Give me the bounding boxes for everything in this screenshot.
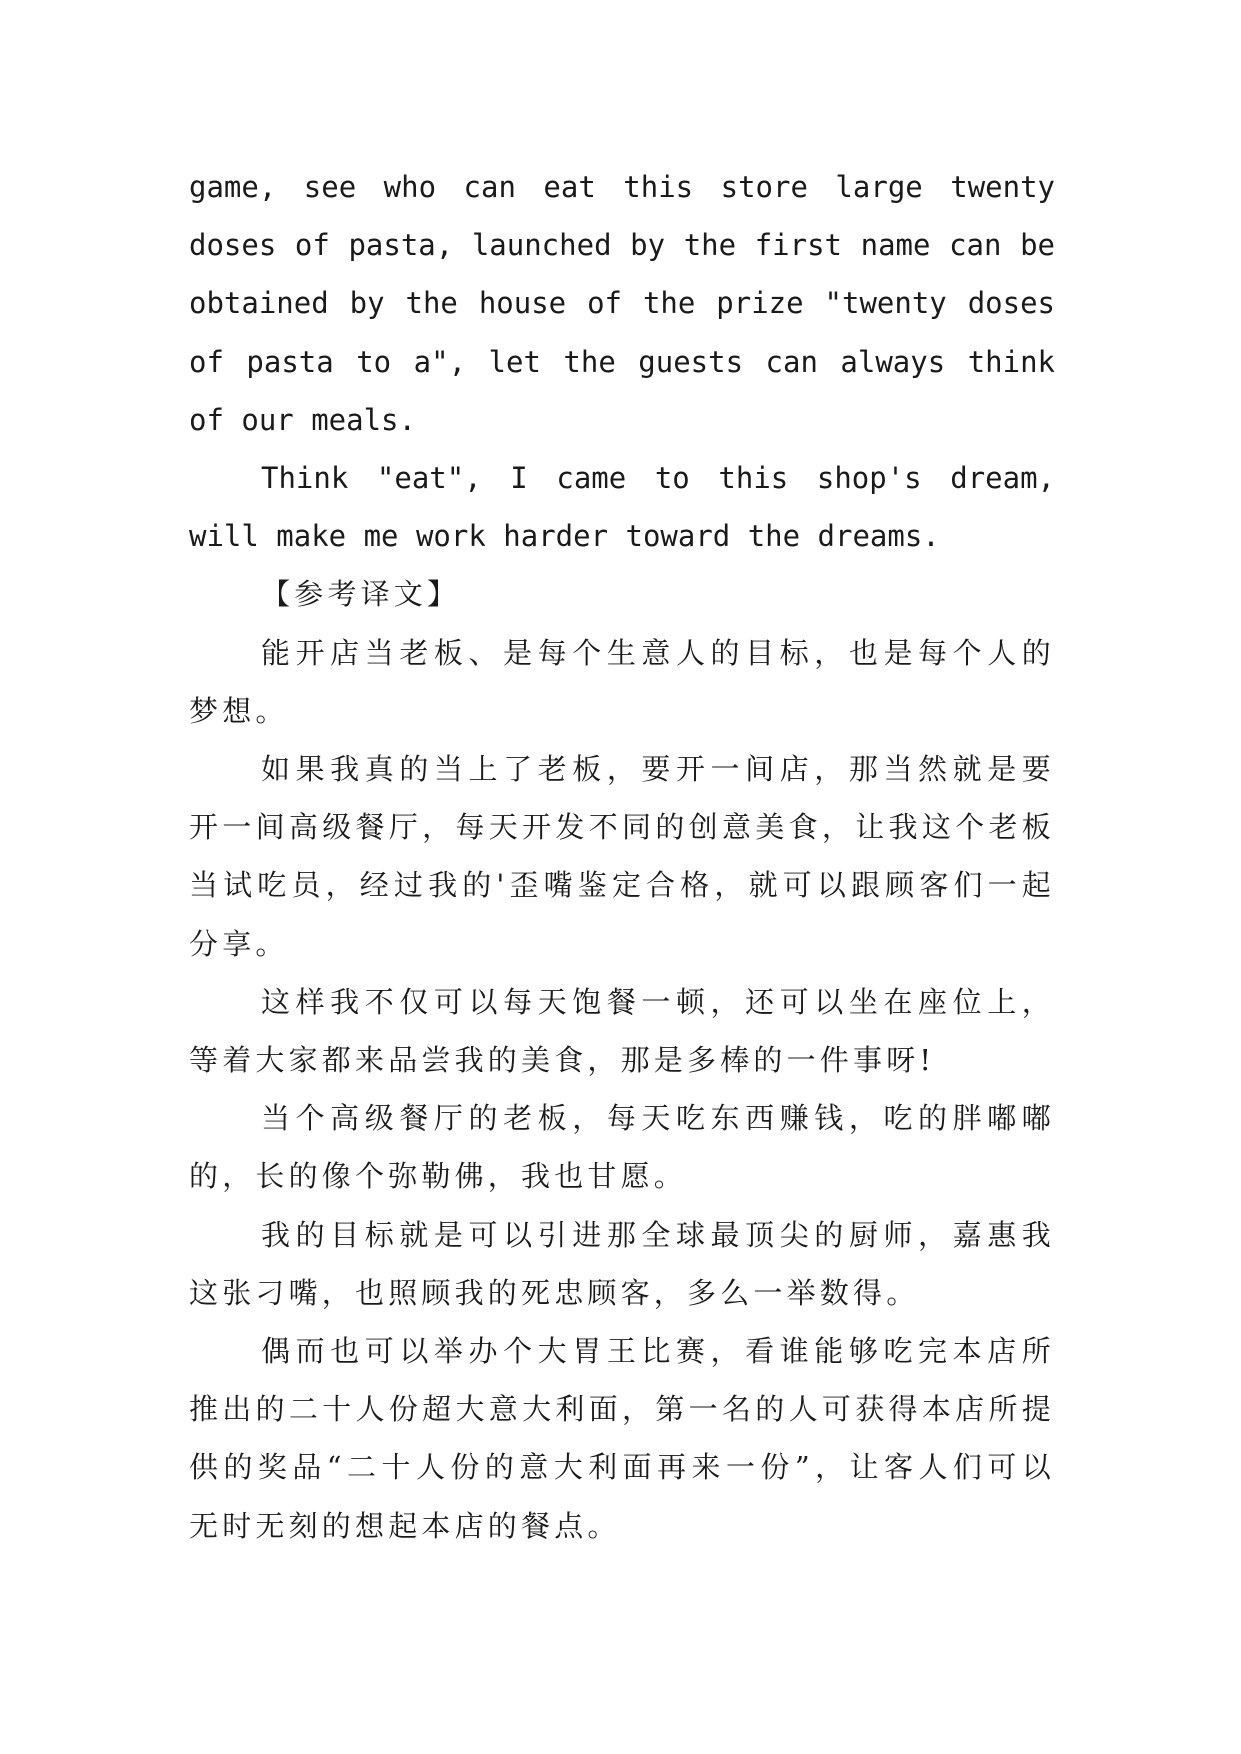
- translation-paragraph: 能开店当老板、是每个生意人的目标，也是每个人的梦想。: [189, 635, 1055, 728]
- translation-paragraph: 我的目标就是可以引进那全球最顶尖的厨师，嘉惠我这张刁嘴，也照顾我的死忠顾客，多么一举数得。: [189, 1217, 1055, 1310]
- english-paragraph-closing: Think "eat", I came to this shop's dream, will make me work harder toward the dreams.: [189, 461, 1055, 554]
- translation-paragraph: 偶而也可以举办个大胃王比赛，看谁能够吃完本店所推出的二十人份超大意大利面，第一名的人可获得本店所提供的奖品“二十人份的意大利面再来一份”，让客人们可以无时无刻的想起本店的餐点。: [189, 1334, 1055, 1543]
- english-paragraph-continued: game, see who can eat this store large twenty doses of pasta, launched by the first name can be obtained by the house of the prize "twenty doses of pasta to a", let the guests can always think of our meals.: [189, 170, 1055, 437]
- translation-heading: 【参考译文】: [261, 577, 461, 612]
- translation-paragraph: 这样我不仅可以每天饱餐一顿，还可以坐在座位上，等着大家都来品尝我的美食，那是多棒的一件事呀!: [189, 984, 1055, 1078]
- translation-paragraph: 当个高级餐厅的老板，每天吃东西赚钱，吃的胖嘟嘟的，长的像个弥勒佛，我也甘愿。: [189, 1101, 1055, 1194]
- document-body: [189, 158, 1055, 1555]
- translation-paragraph: 如果我真的当上了老板，要开一间店，那当然就是要开一间高级餐厅，每天开发不同的创意美食，让我这个老板当试吃员，经过我的'歪嘴鉴定合格，就可以跟顾客们一起分享。: [189, 752, 1055, 961]
